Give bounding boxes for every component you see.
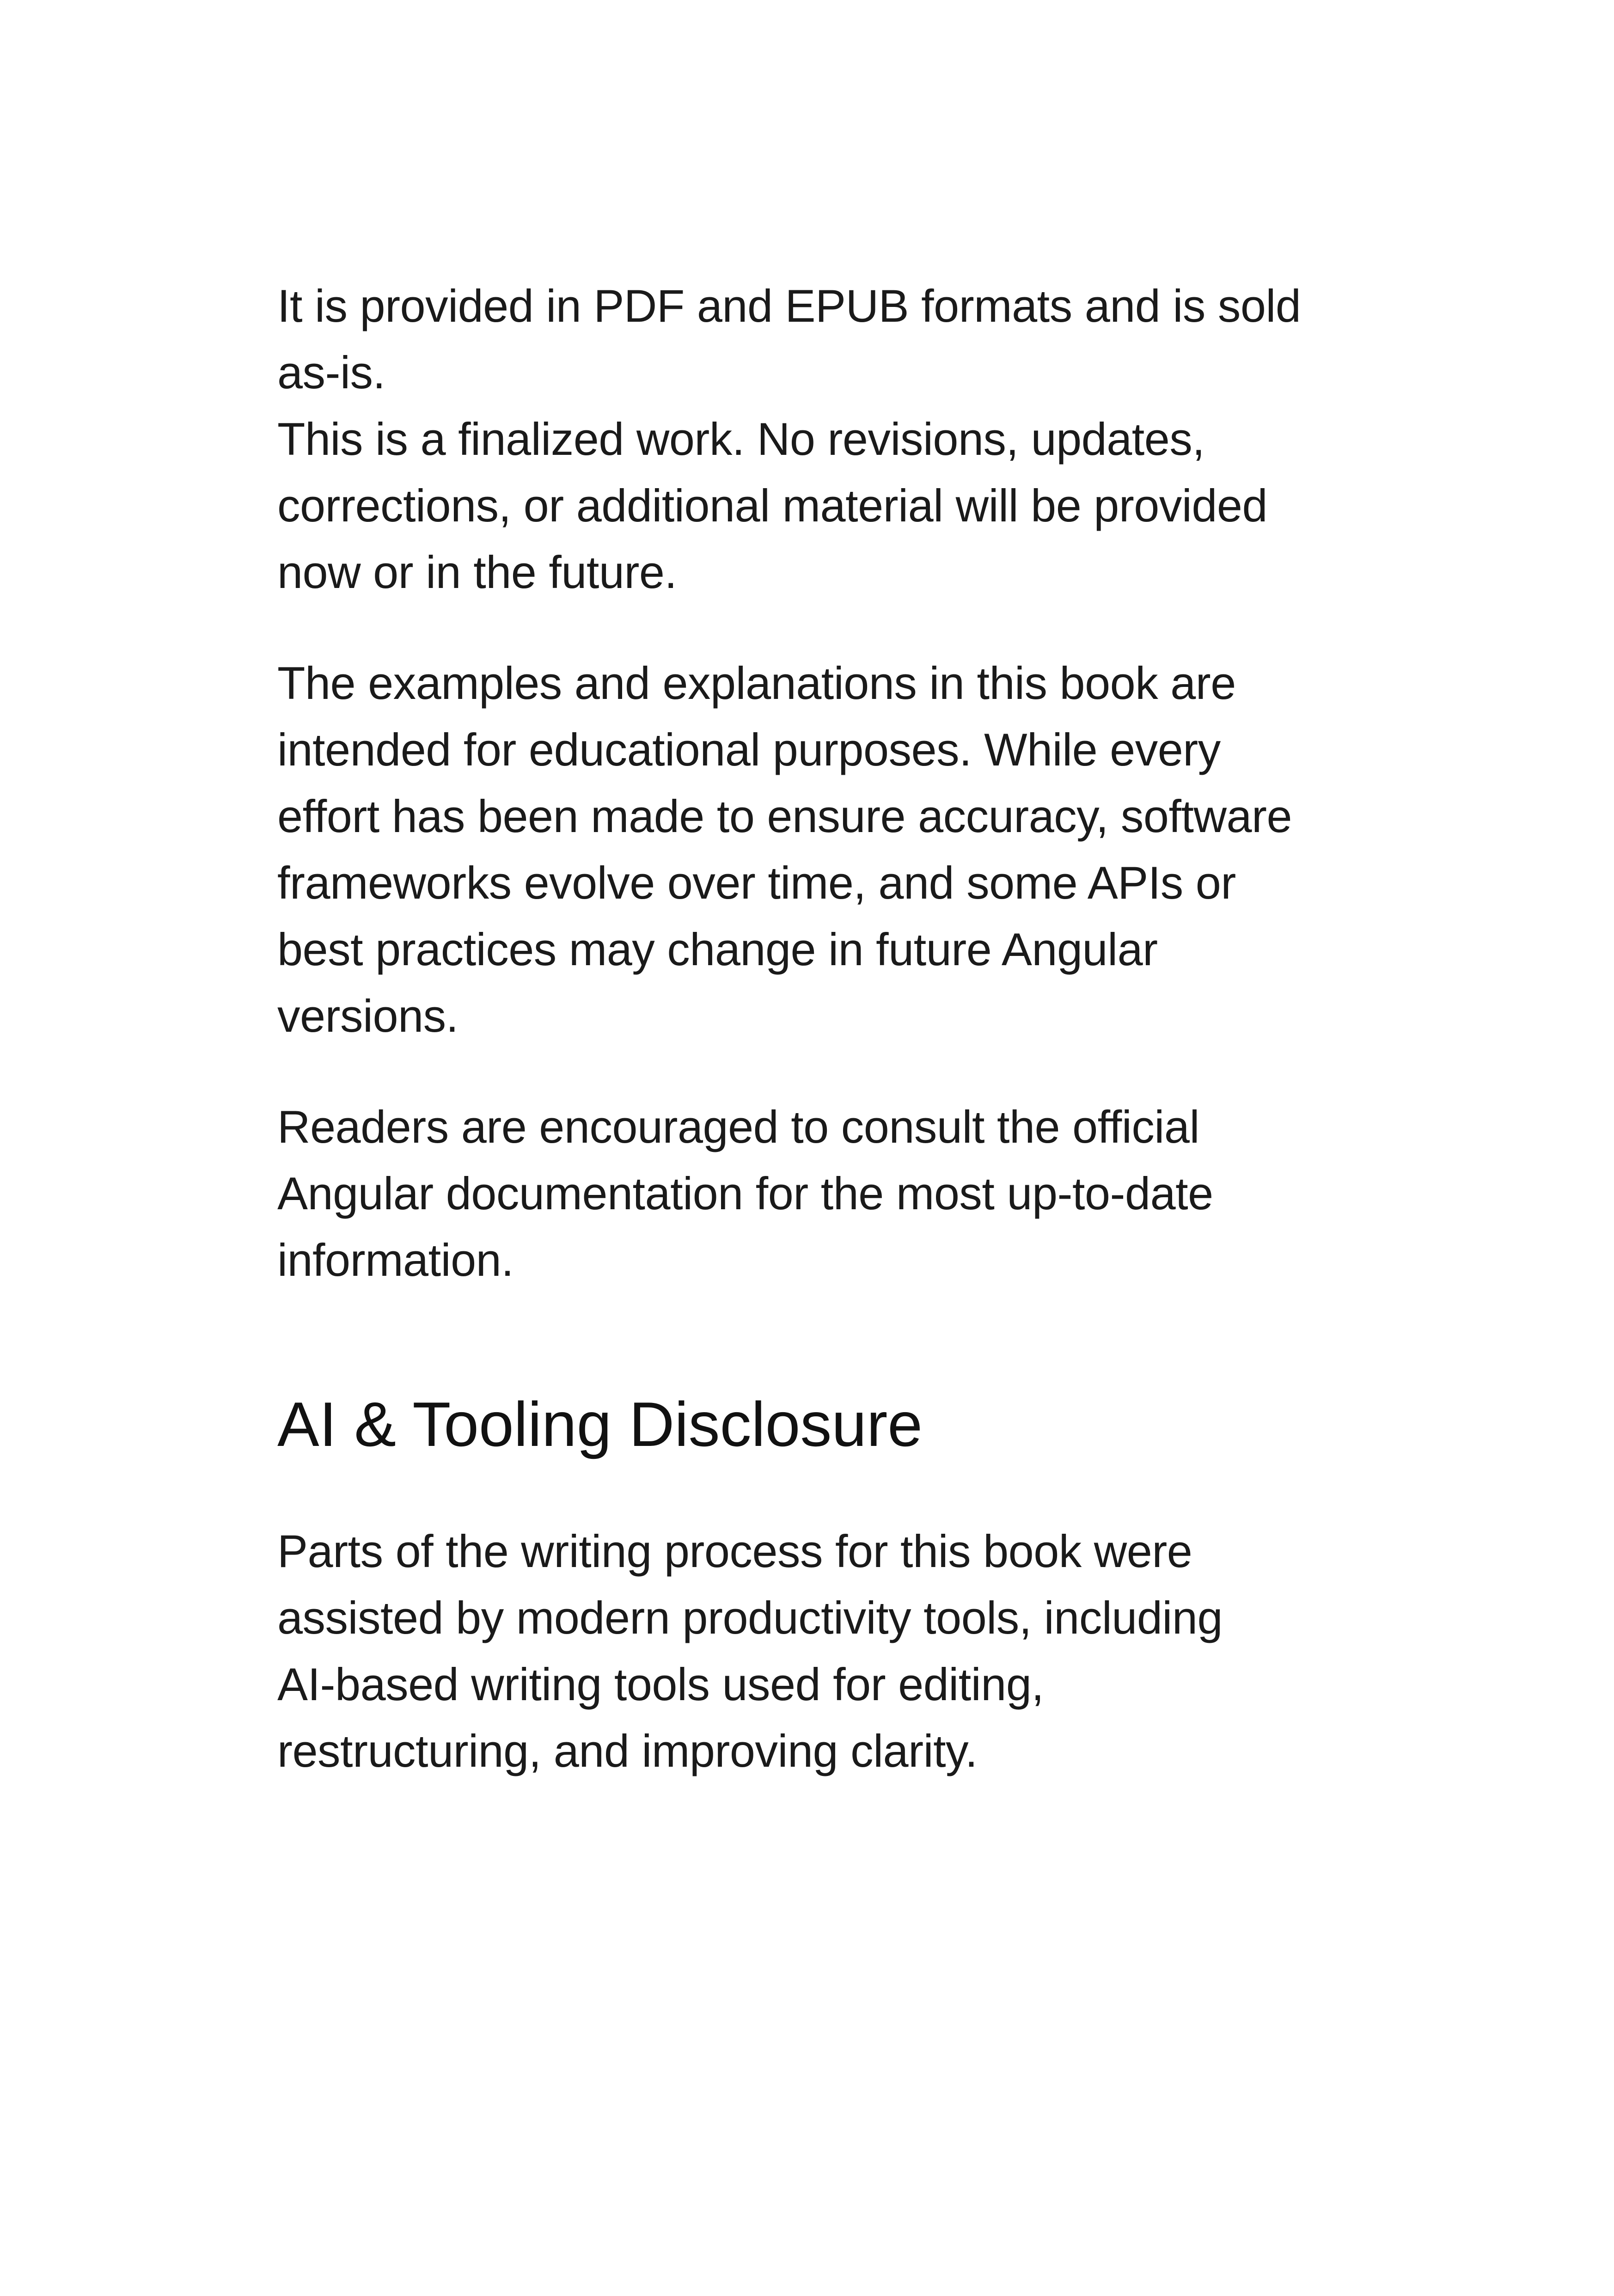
text-line: assisted by modern productivity tools, including [277,1592,1223,1643]
text-line: intended for educational purposes. While every [277,724,1221,775]
text-line: restructuring, and improving clarity. [277,1725,978,1776]
text-line: versions. [277,990,459,1041]
paragraph-educational-purpose [277,650,1340,1049]
text-line: Parts of the writing process for this book were [277,1525,1192,1577]
text-line: information. [277,1234,514,1286]
paragraph-format-notice [277,273,1340,606]
paragraph-official-docs [277,1094,1340,1293]
paragraph-ai-disclosure [277,1518,1340,1784]
text-line: AI-based writing tools used for editing, [277,1659,1044,1710]
text-line: effort has been made to ensure accuracy, software [277,790,1292,842]
text-line: now or in the future. [277,546,677,598]
text-line: as-is. [277,347,385,398]
text-line: The examples and explanations in this book are [277,657,1236,709]
text-line: This is a finalized work. No revisions, updates, [277,413,1205,465]
text-line: frameworks evolve over time, and some APIs or [277,857,1236,908]
section-heading: AI & Tooling Disclosure [277,1389,923,1459]
text-line: best practices may change in future Angular [277,924,1158,975]
text-line: corrections, or additional material will be provided [277,480,1268,531]
text-line: Readers are encouraged to consult the official [277,1101,1199,1152]
text-line: Angular documentation for the most up-to-date [277,1168,1213,1219]
text-line: It is provided in PDF and EPUB formats and is sold [277,280,1301,331]
